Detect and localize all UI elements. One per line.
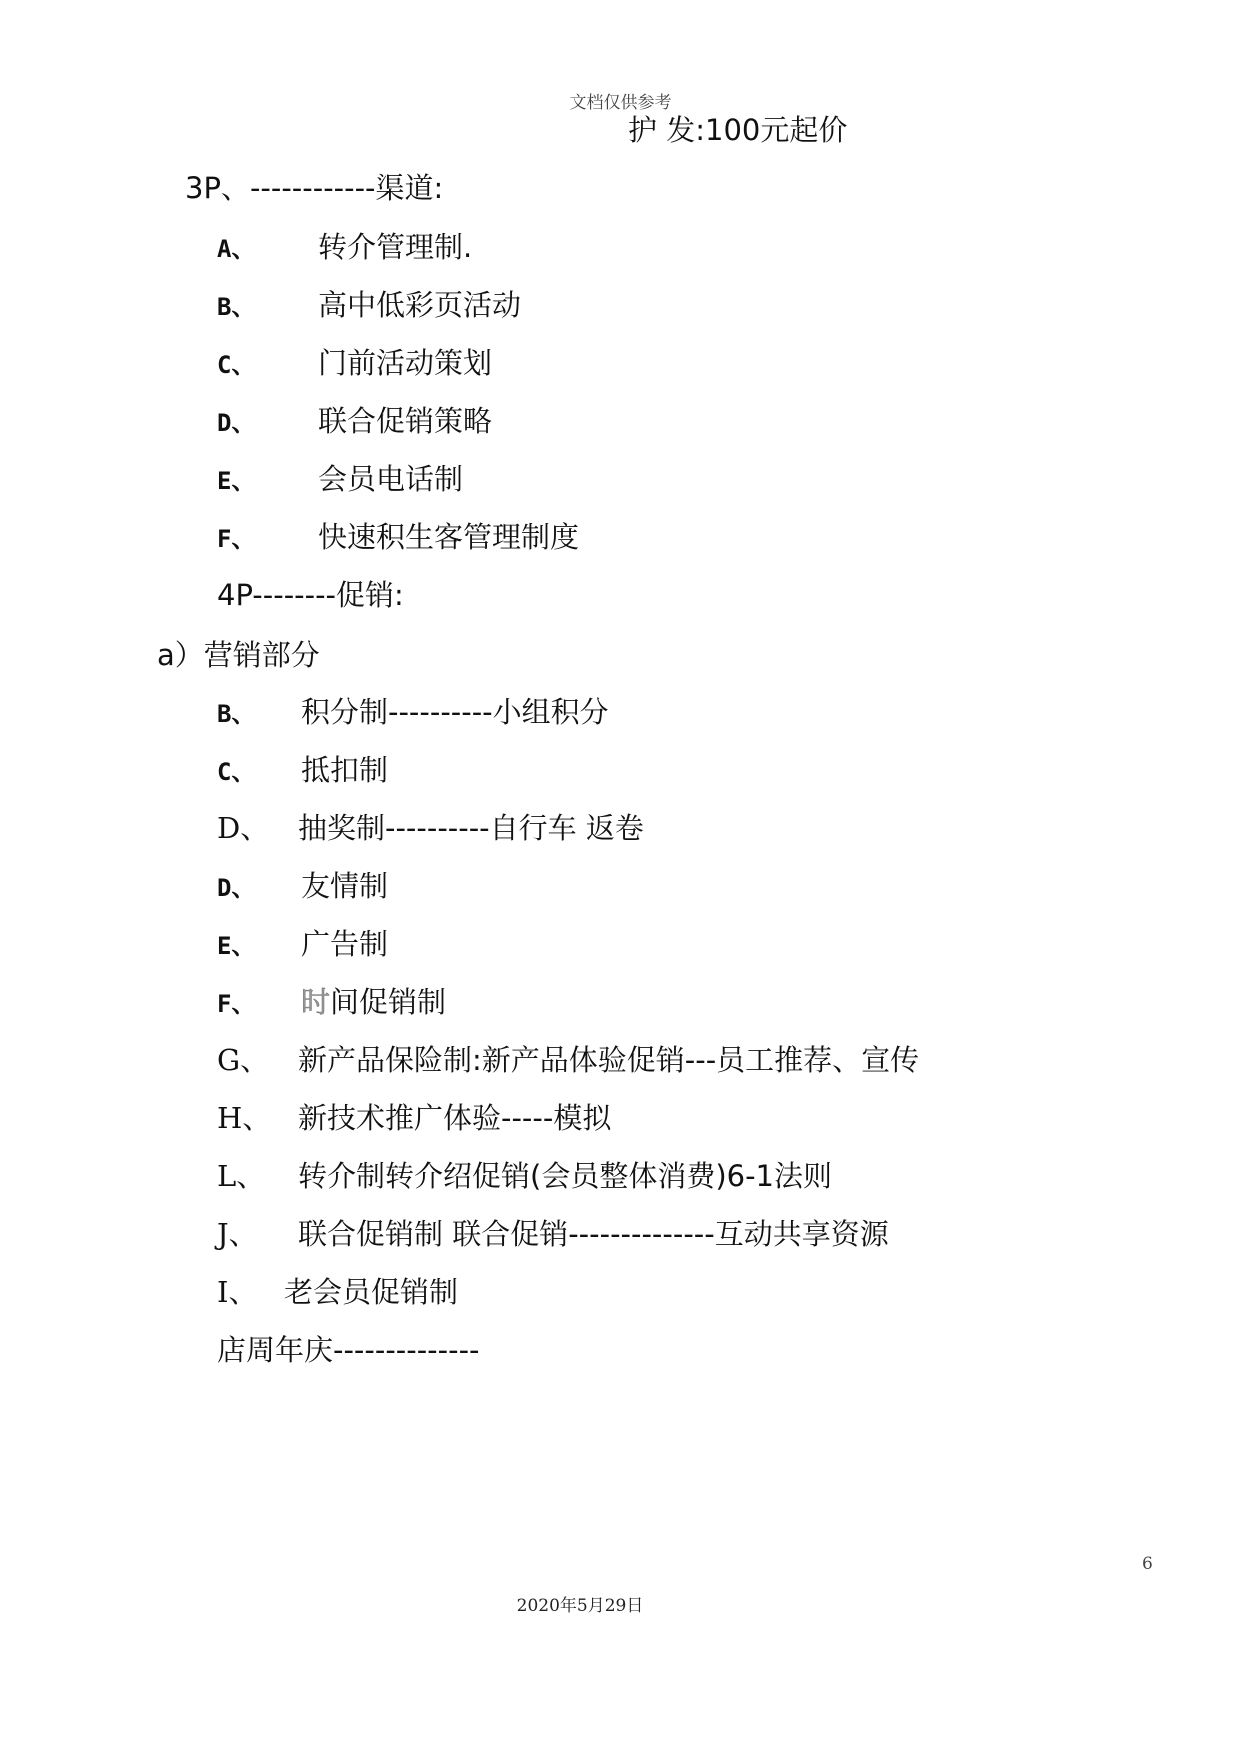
anniversary-line: 店周年庆-------------- xyxy=(217,1333,480,1367)
item-label: E、 xyxy=(217,467,256,495)
item-label: C、 xyxy=(217,758,256,786)
item-label: C、 xyxy=(217,351,256,379)
item-text: 门前活动策划 xyxy=(318,346,493,380)
item-text: 抽奖制----------自行车 返卷 xyxy=(298,811,644,845)
section-3p-heading xyxy=(185,170,443,206)
footer-date: 2020年5月29日 xyxy=(516,1596,644,1616)
item-label: B、 xyxy=(217,700,256,728)
item-label: D、 xyxy=(217,409,256,437)
item-text: 积分制----------小组积分 xyxy=(301,695,609,729)
page-number: 6 xyxy=(1142,1554,1153,1574)
item-label: G、 xyxy=(217,1043,270,1077)
item-text: 间促销制 xyxy=(330,985,447,1019)
item-label: B、 xyxy=(217,293,256,321)
item-label: I、 xyxy=(217,1275,258,1309)
item-label: L、 xyxy=(217,1159,266,1193)
item-text: 老会员促销制 xyxy=(284,1275,459,1309)
item-text: 快速积生客管理制度 xyxy=(318,520,580,554)
item-text: 抵扣制 xyxy=(301,753,389,787)
section-4p-heading: 4P--------促销: xyxy=(217,578,404,612)
item-label: F、 xyxy=(217,525,256,553)
item-text: 联合促销策略 xyxy=(318,404,493,438)
item-text: 新技术推广体验-----模拟 xyxy=(298,1101,612,1135)
item-label: D、 xyxy=(217,874,256,902)
item-label: H、 xyxy=(217,1101,272,1135)
section-3p-heading-text: 3P、------------渠道: xyxy=(185,171,444,205)
item-text: 联合促销制 联合促销--------------互动共享资源 xyxy=(298,1217,889,1251)
item-text: 新产品保险制:新产品体验促销---员工推荐、宣传 xyxy=(298,1043,920,1077)
page-header: 文档仅供参考 xyxy=(569,93,672,113)
item-text: 高中低彩页活动 xyxy=(318,288,522,322)
item-label: D、 xyxy=(217,811,270,845)
item-label: F、 xyxy=(217,990,256,1018)
item-text: 会员电话制 xyxy=(318,462,464,496)
item-text-group xyxy=(301,984,446,1020)
item-text: 转介制转介绍促销(会员整体消费)6-1法则 xyxy=(298,1159,832,1193)
marketing-heading: a）营销部分 xyxy=(157,638,320,672)
item-text: 友情制 xyxy=(301,869,389,903)
item-text: 广告制 xyxy=(301,927,389,961)
item-text-faint-char: 时 xyxy=(301,985,331,1019)
item-text: 转介管理制. xyxy=(318,230,473,264)
item-label: J、 xyxy=(217,1217,258,1251)
hair-care-price-line: 护 发:100元起价 xyxy=(628,113,848,147)
item-label: E、 xyxy=(217,932,256,960)
item-label: A、 xyxy=(217,235,256,263)
